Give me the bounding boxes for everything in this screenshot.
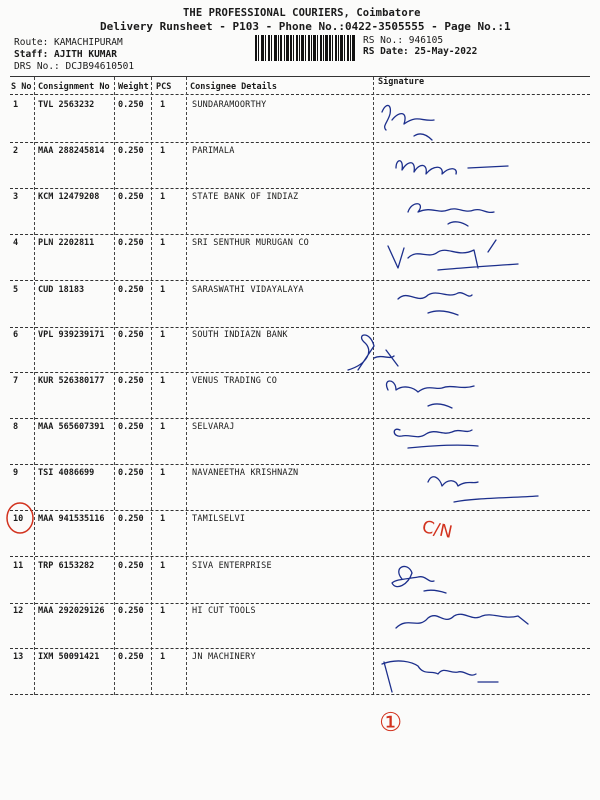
row-weight: 0.250 [118,100,144,110]
row-consignee: JN MACHINERY [192,652,256,662]
signature-mark [378,652,578,700]
runsheet-title: Delivery Runsheet - P103 - Phone No.:0422-3505555 - Page No.:1 [100,20,511,33]
barcode-icon [255,35,355,61]
row-rule [10,280,590,281]
table-row [0,606,600,654]
table-row [0,422,600,470]
row-weight: 0.250 [118,376,144,386]
row-10-circle-mark [5,500,37,536]
cn-annotation: C/N [420,517,455,543]
table-row [0,561,600,609]
row-pcs: 1 [160,652,166,662]
drs-number: DRS No.: DCJB94610501 [14,61,135,72]
row-rule [10,556,590,557]
row-consignment: MAA 288245814 [38,146,105,156]
signature-mark [378,238,578,286]
staff-label: Staff: AJITH KUMAR [14,49,117,60]
row-weight: 0.250 [118,468,144,478]
row-rule [10,327,590,328]
row-consignment: MAA 565607391 [38,422,105,432]
col-sno: S No [11,82,32,92]
row-rule [10,648,590,649]
row-sno: 13 [13,652,24,662]
row-consignment: PLN 2202811 [38,238,95,248]
row-pcs: 1 [160,606,166,616]
row-weight: 0.250 [118,285,144,295]
row-sno: 1 [13,100,19,110]
row-consignee: VENUS TRADING CO [192,376,278,386]
row-consignment: TRP 6153282 [38,561,95,571]
row-pcs: 1 [160,192,166,202]
row-pcs: 1 [160,285,166,295]
row-rule [10,372,590,373]
row-consignee: PARIMALA [192,146,235,156]
row-rule [10,142,590,143]
row-weight: 0.250 [118,652,144,662]
row-sno: 2 [13,146,19,156]
row-sno: 6 [13,330,19,340]
row-weight: 0.250 [118,330,144,340]
row-rule [10,603,590,604]
row-sno: 10 [13,514,24,524]
col-signature: Signature [378,77,425,87]
row-pcs: 1 [160,146,166,156]
signature-mark [378,192,578,240]
row-consignee: SELVARAJ [192,422,235,432]
row-consignee: SUNDARAMOORTHY [192,100,267,110]
row-rule [10,188,590,189]
row-rule [10,464,590,465]
rs-date: RS Date: 25-May-2022 [363,46,478,57]
row-pcs: 1 [160,330,166,340]
row-consignee: SRI SENTHUR MURUGAN CO [192,238,309,248]
signature-mark [378,561,578,609]
row-pcs: 1 [160,100,166,110]
signature-mark [378,606,578,654]
row-consignment: MAA 941535116 [38,514,105,524]
row-sno: 4 [13,238,19,248]
table-row [0,238,600,286]
row-sno: 5 [13,285,19,295]
signature-mark [378,514,578,562]
row-pcs: 1 [160,514,166,524]
row-weight: 0.250 [118,146,144,156]
table-row [0,285,600,333]
row-weight: 0.250 [118,422,144,432]
table-row [0,652,600,700]
footer-circle-mark: ① [379,708,403,738]
row-weight: 0.250 [118,514,144,524]
row-pcs: 1 [160,422,166,432]
table-top-rule [10,76,590,77]
signature-mark [378,146,578,194]
signature-mark [378,468,578,516]
signature-mark [378,330,578,378]
row-pcs: 1 [160,468,166,478]
row-pcs: 1 [160,561,166,571]
row-sno: 11 [13,561,24,571]
row-consignee: SIVA ENTERPRISE [192,561,272,571]
company-title: THE PROFESSIONAL COURIERS, Coimbatore [183,7,421,19]
col-details: Consignee Details [190,82,277,92]
table-row [0,376,600,424]
row-consignment: KCM 12479208 [38,192,100,202]
table-row [0,330,600,378]
route-label: Route: KAMACHIPURAM [14,37,123,48]
row-pcs: 1 [160,238,166,248]
row-consignment: TSI 4086699 [38,468,95,478]
col-weight: Weight [118,82,149,92]
row-rule [10,418,590,419]
row-consignment: TVL 2563232 [38,100,95,110]
rs-number: RS No.: 946105 [363,35,444,46]
table-row [0,192,600,240]
row-sno: 7 [13,376,19,386]
row-consignee: STATE BANK OF INDIAZ [192,192,299,202]
table-row [0,468,600,516]
table-row [0,100,600,148]
row-consignment: CUD 18183 [38,285,85,295]
row-consignee: SOUTH INDIAZN BANK [192,330,288,340]
row-pcs: 1 [160,376,166,386]
signature-mark [378,100,578,148]
row-consignee: TAMILSELVI [192,514,246,524]
row-consignment: VPL 939239171 [38,330,105,340]
table-row [0,514,600,562]
row-sno: 3 [13,192,19,202]
signature-mark [378,422,578,470]
row-weight: 0.250 [118,192,144,202]
row-weight: 0.250 [118,238,144,248]
row-sno: 9 [13,468,19,478]
row-rule [10,234,590,235]
header-rule [10,94,590,95]
row-consignment: MAA 292029126 [38,606,105,616]
row-weight: 0.250 [118,561,144,571]
col-pcs: PCS [156,82,172,92]
row-rule [10,510,590,511]
table-row [0,146,600,194]
signature-mark [378,376,578,424]
row-consignee: SARASWATHI VIDAYALAYA [192,285,304,295]
row-weight: 0.250 [118,606,144,616]
row-sno: 12 [13,606,24,616]
signature-mark [378,285,578,333]
row-consignment: KUR 526380177 [38,376,105,386]
row-consignee: NAVANEETHA KRISHNAZN [192,468,299,478]
row-consignee: HI CUT TOOLS [192,606,256,616]
col-consignment: Consignment No [38,82,110,92]
row-rule [10,694,590,695]
row-sno: 8 [13,422,19,432]
row-consignment: IXM 50091421 [38,652,100,662]
